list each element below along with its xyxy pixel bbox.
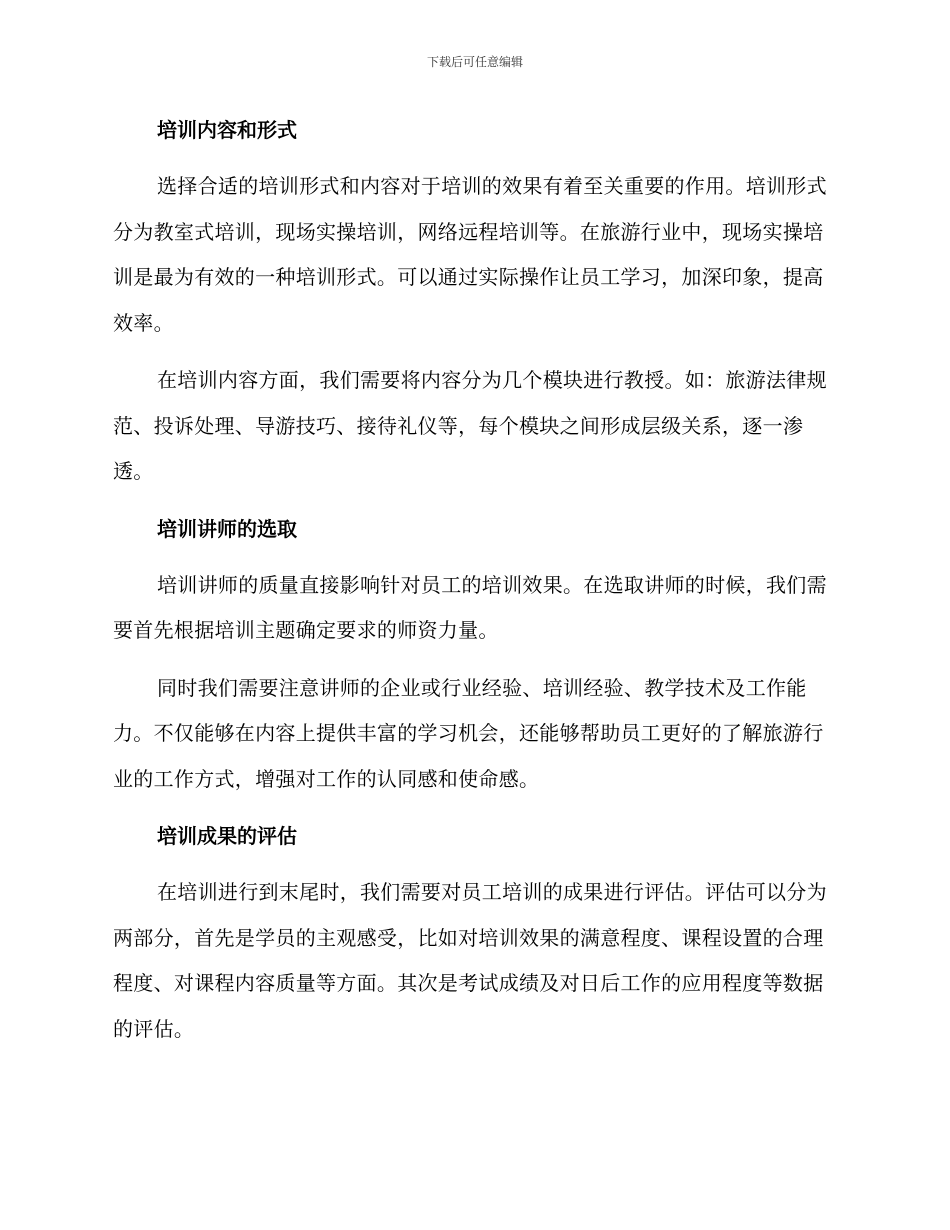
document-body [113, 108, 833, 1064]
section-trainer-selection [113, 507, 833, 803]
paragraph: 培训讲师的质量直接影响针对员工的培训效果。在选取讲师的时候，我们需要首先根据培训主题确定要求的师资力量。 [113, 572, 827, 642]
section-heading: 培训内容和形式 [157, 118, 297, 142]
paragraph: 在培训进行到末尾时，我们需要对员工培训的成果进行评估。评估可以分为两部分，首先是学员的主观感受，比如对培训效果的满意程度、课程设置的合理程度、对课程内容质量等方面。其次是考试成绩及对日后工作的应用程度等数据的评估。 [113, 880, 827, 1041]
section-training-evaluation [113, 814, 833, 1052]
section-heading: 培训讲师的选取 [157, 516, 297, 541]
section-heading: 培训成果的评估 [157, 824, 297, 848]
page-header: 下载后可任意编辑 [426, 55, 523, 69]
paragraph: 在培训内容方面，我们需要将内容分为几个模块进行教授。如：旅游法律规范、投诉处理、导游技巧、接待礼仪等，每个模块之间形成层级关系，逐一渗透。 [113, 368, 827, 483]
paragraph: 同时我们需要注意讲师的企业或行业经验、培训经验、教学技术及工作能力。不仅能够在内容上提供丰富的学习机会，还能够帮助员工更好的了解旅游行业的工作方式，增强对工作的认同感和使命感。 [113, 675, 824, 791]
section-training-content [113, 108, 833, 495]
paragraph: 选择合适的培训形式和内容对于培训的效果有着至关重要的作用。培训形式分为教室式培训，现场实操培训，网络远程培训等。在旅游行业中，现场实操培训是最为有效的一种培训形式。可以通过实际操作让员工学习，加深印象，提高效率。 [113, 174, 827, 335]
